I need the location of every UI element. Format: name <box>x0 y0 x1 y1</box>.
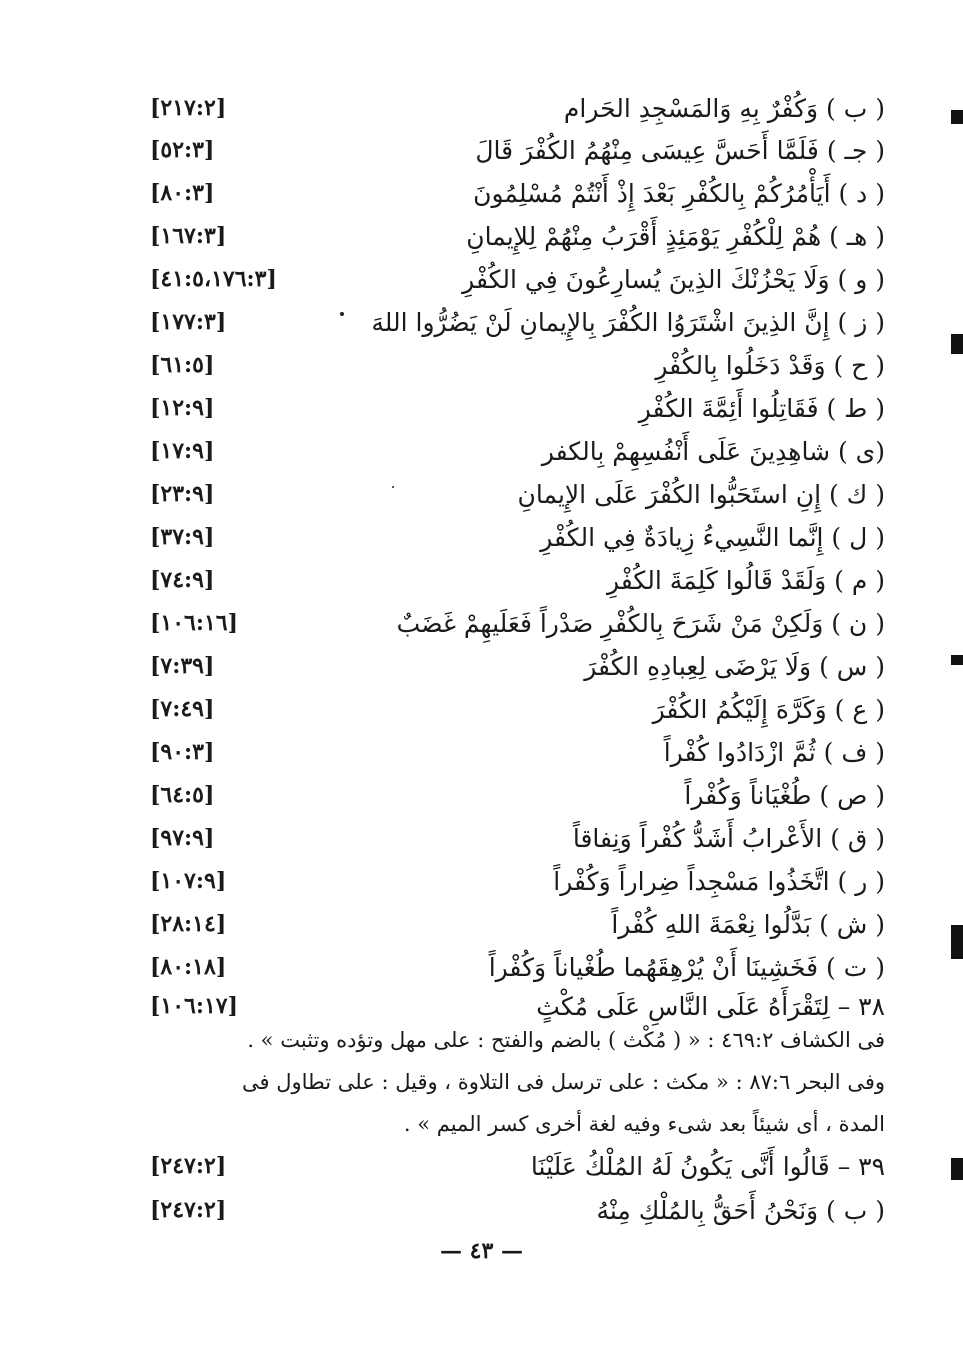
verse-entry <box>150 130 885 170</box>
commentary-line: فى الكشاف ٤٦٩:٢ : « ( مُكْث ) بالضم والفتح : على مهل وتؤده وتثبت » . <box>247 1028 885 1052</box>
verse-text: ( ن ) وَلَكِنْ مَنْ شَرَحَ بِالكُفْرِ صَدْراً فَعَلَيهِمْ غَضَبٌ <box>396 608 885 638</box>
scan-edge-mark <box>951 655 963 665</box>
verse-reference: [٩٠:٣] <box>150 739 215 765</box>
verse-reference: [٧:٣٩] <box>150 653 215 679</box>
verse-reference: [٢٨:١٤] <box>150 911 227 937</box>
verse-reference: [٢٤٧:٢] <box>150 1197 227 1223</box>
verse-entry <box>150 904 885 944</box>
verse-entry <box>150 775 885 815</box>
verse-entry <box>150 861 885 901</box>
verse-reference: [٦١:٥] <box>150 352 215 378</box>
verse-reference: [٧٤:٩] <box>150 567 215 593</box>
verse-entry <box>150 1190 885 1230</box>
page-number: — ٤٣ — <box>440 1238 523 1264</box>
verse-text: (ى ) شاهِدِينَ عَلَى أَنْفُسِهِمْ بِالكفر <box>541 436 885 466</box>
verse-reference: [١٧:٩] <box>150 438 215 464</box>
verse-entry <box>150 88 885 128</box>
verse-reference: [٧:٤٩] <box>150 696 215 722</box>
verse-text: ( ز ) إِنَّ الذِينَ اشْتَرَوُا الكُفْرَ بِالإِيمانِ لَنْ يَضُرُّوا اللهَ <box>371 307 885 337</box>
verse-reference: [١٦٧:٣] <box>150 223 227 249</box>
verse-reference: [٢٣:٩] <box>150 481 215 507</box>
verse-text: ( هـ ) هُمْ لِلْكُفْرِ يَوْمَئِذٍ أَقْرَبُ مِنْهُمْ لِلإِيمانِ <box>466 221 885 251</box>
verse-text: ( ف ) ثُمَّ ازْدَادُوا كُفْراً <box>663 737 885 767</box>
verse-text: ( و ) وَلَا يَحْزُنْكَ الذِينَ يُسارِعُونَ فِي الكُفْرِ <box>462 264 885 294</box>
verse-text: ( ع ) وَكَرَّهَ إِلَيْكُمُ الكُفْرَ <box>652 694 885 724</box>
verse-entry <box>150 173 885 213</box>
verse-text: ( جـ ) فَلَمَّا أَحَسَّ عِيسَى مِنْهُمُ الكُفْرَ قَالَ <box>475 135 885 165</box>
verse-text: ( م ) وَلَقَدْ قَالُوا كَلِمَةَ الكُفْرِ <box>606 565 885 595</box>
verse-reference: [٤١:٥،١٧٦:٣] <box>150 266 277 292</box>
verse-entry <box>150 517 885 557</box>
verse-reference: [٢٤٧:٢] <box>150 1153 227 1179</box>
verse-entry <box>150 689 885 729</box>
verse-entry <box>150 603 885 643</box>
verse-reference: [١٠٦:١٧] <box>150 993 239 1019</box>
verse-text: ( ت ) فَخَشِينَا أَنْ يُرْهِقَهُما طُغْياناً وَكُفْراً <box>488 952 885 982</box>
verse-entry <box>150 818 885 858</box>
verse-reference: [١٧٧:٣] <box>150 309 227 335</box>
verse-text: ( ك ) إِنِ استَحَبُّوا الكُفْرَ عَلَى الإِيمانِ <box>517 479 885 509</box>
verse-entry <box>150 732 885 772</box>
verse-text: ٣٨ – لِتَقْرَأَهُ عَلَى النَّاسِ عَلَى مُكْثٍ <box>536 991 885 1021</box>
verse-text: ( ش ) بَدَّلُوا نِعْمَةَ اللهِ كُفْراً <box>611 909 885 939</box>
verse-entry <box>150 646 885 686</box>
verse-reference: [١٢:٩] <box>150 395 215 421</box>
verse-entry <box>150 216 885 256</box>
verse-reference: [١٠٧:٩] <box>150 868 227 894</box>
verse-text: ( ر ) اتَّخَذُوا مَسْجِداً ضِراراً وَكُفْراً <box>553 866 885 896</box>
verse-reference: [٢١٧:٢] <box>150 95 227 121</box>
verse-text: ( ص ) طُغْيَاناً وَكُفْراً <box>684 780 885 810</box>
verse-entry <box>150 431 885 471</box>
verse-entry <box>150 986 885 1026</box>
verse-text: ( ب ) وَنَحْنُ أَحَقُّ بِالمُلْكِ مِنْهُ <box>596 1195 885 1225</box>
verse-reference: [٨٠:١٨] <box>150 954 227 980</box>
verse-text: ( د ) أَيَأْمُرُكُمْ بِالكُفْرِ بَعْدَ إِذْ أَنْتُمْ مُسْلِمُونَ <box>473 178 885 208</box>
scan-speck <box>392 486 394 488</box>
verse-entry <box>150 474 885 514</box>
verse-entry <box>150 947 885 987</box>
verse-text: ( س ) وَلَا يَرْضَى لِعِبادِهِ الكُفْرَ <box>584 651 885 681</box>
verse-text: ( ح ) وَقَدْ دَخَلُوا بِالكُفْرِ <box>655 350 885 380</box>
verse-entry <box>150 1146 885 1186</box>
verse-text: ( ط ) فَقَاتِلُوا أَئِمَّةَ الكُفْرِ <box>638 393 885 423</box>
verse-entry <box>150 259 885 299</box>
verse-reference: [٦٤:٥] <box>150 782 215 808</box>
scan-edge-mark <box>951 110 963 124</box>
commentary-line: المدة ، أى شيئاً بعد شىء وفيه لغة أخرى كسر الميم » . <box>403 1112 885 1136</box>
verse-text: ( ق ) الأَعْرابُ أَشَدُّ كُفْراً وَنِفاقاً <box>572 823 885 853</box>
verse-reference: [٥٢:٣] <box>150 137 215 163</box>
verse-reference: [٨٠:٣] <box>150 180 215 206</box>
verse-reference: [٩٧:٩] <box>150 825 215 851</box>
verse-text: ( ل ) إِنَّما النَّسِيءُ زِيادَةٌ فِي الكُفْرِ <box>540 522 885 552</box>
scan-edge-mark <box>951 1158 963 1180</box>
verse-reference: [١٠٦:١٦] <box>150 610 239 636</box>
verse-text: ٣٩ – قَالُوا أَنَّى يَكُونُ لَهُ المُلْكُ عَلَيْنَا <box>530 1151 885 1181</box>
commentary-line: وفى البحر ٨٧:٦ : « مكث : على ترسل فى التلاوة ، وقيل : على تطاول فى <box>242 1070 885 1094</box>
verse-reference: [٣٧:٩] <box>150 524 215 550</box>
scan-edge-mark <box>951 925 963 959</box>
verse-text: ( ب ) وَكُفْرٌ بِهِ وَالمَسْجِدِ الحَرام <box>563 93 885 123</box>
verse-entry <box>150 345 885 385</box>
scan-edge-mark <box>951 334 963 354</box>
verse-entry <box>150 388 885 428</box>
verse-entry <box>150 302 885 342</box>
scan-speck <box>340 312 344 316</box>
verse-entry <box>150 560 885 600</box>
